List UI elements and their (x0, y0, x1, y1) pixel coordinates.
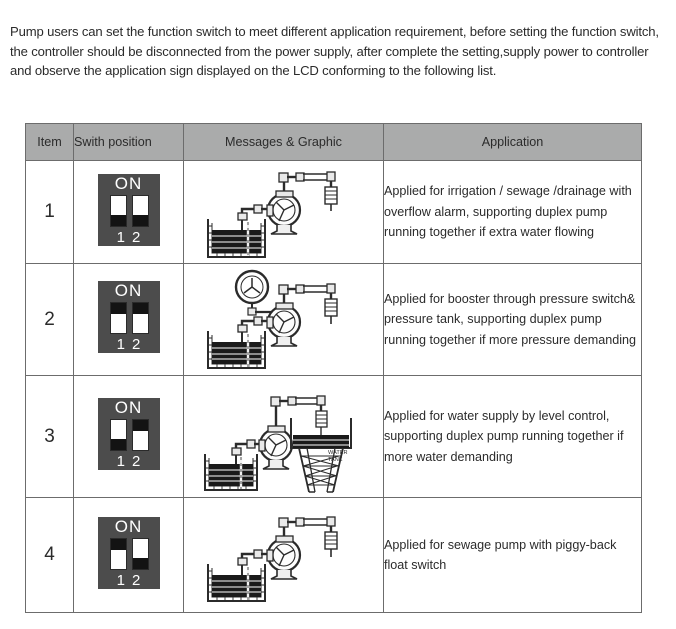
dip-nub-2 (133, 558, 148, 569)
column-header-messages-graphic: Messages & Graphic (184, 124, 384, 161)
dip-slot-1 (110, 302, 127, 334)
water-tank-label-line1: WATER (327, 449, 348, 456)
dip-nub-2 (133, 420, 148, 431)
dip-number-label: 12 (116, 453, 148, 470)
dip-slot-2 (132, 195, 149, 227)
dip-slot-1 (110, 195, 127, 227)
pump-float-switch-graphic (191, 505, 377, 605)
dip-nub-2 (133, 215, 148, 226)
water-tank-label-line2: TANK (327, 456, 343, 463)
table-row (26, 498, 642, 613)
application-table (25, 123, 642, 613)
switch-position-cell (74, 498, 184, 613)
switch-position-cell (74, 376, 184, 498)
dip-nub-2 (133, 303, 148, 314)
dip-slot-1 (110, 538, 127, 570)
switch-position-cell (74, 264, 184, 376)
switch-position-cell (74, 161, 184, 264)
table-header (26, 124, 642, 161)
dip-switch-icon (98, 281, 160, 353)
dip-number-label: 12 (116, 336, 148, 353)
dip-nub-1 (111, 439, 126, 450)
messages-graphic-cell (184, 376, 384, 498)
dip-nub-1 (111, 539, 126, 550)
table-row (26, 376, 642, 498)
intro-paragraph: Pump users can set the function switch to meet different application requirement, before setting the function switch, the controller should be disconnected from the power supply, after complete the setting,supply power to controller and observe the application sign displayed on the LCD conforming to the following list. (10, 24, 659, 78)
dip-switch-icon (98, 517, 160, 589)
application-text: Applied for booster through pressure switch& pressure tank, supporting duplex pump running together if more pressure demanding (384, 264, 642, 376)
dip-switch-icon (98, 174, 160, 246)
dip-on-label: ON (114, 516, 143, 536)
table-row (26, 264, 642, 376)
column-header-switch-position: Swith position (74, 124, 184, 161)
dip-nub-1 (111, 303, 126, 314)
dip-number-label: 12 (116, 571, 148, 589)
dip-slot-2 (132, 419, 149, 451)
item-number: 4 (26, 498, 74, 613)
dip-nub-1 (111, 215, 126, 226)
pump-water-tower-graphic (191, 380, 377, 494)
dip-slot-2 (132, 302, 149, 334)
messages-graphic-cell (184, 264, 384, 376)
dip-on-label: ON (114, 281, 143, 300)
column-header-item: Item (26, 124, 74, 161)
dip-number-label: 12 (116, 228, 148, 246)
application-text: Applied for irrigation / sewage /drainage with overflow alarm, supporting duplex pump running together if extra water flowing (384, 161, 642, 264)
application-text: Applied for water supply by level control, supporting duplex pump running together if more water demanding (384, 376, 642, 498)
messages-graphic-cell (184, 498, 384, 613)
dip-on-label: ON (114, 173, 143, 193)
table-body (26, 161, 642, 613)
table-header-row (26, 124, 642, 161)
pump-overflow-alarm-graphic (191, 164, 377, 260)
dip-slot-1 (110, 419, 127, 451)
dip-on-label: ON (114, 398, 143, 417)
item-number: 3 (26, 376, 74, 498)
dip-switch-icon (98, 398, 160, 470)
dip-slot-2 (132, 538, 149, 570)
item-number: 1 (26, 161, 74, 264)
item-number: 2 (26, 264, 74, 376)
application-text: Applied for sewage pump with piggy-back float switch (384, 498, 642, 613)
pump-pressure-switch-graphic (191, 268, 377, 372)
messages-graphic-cell (184, 161, 384, 264)
table-row (26, 161, 642, 264)
column-header-application: Application (384, 124, 642, 161)
